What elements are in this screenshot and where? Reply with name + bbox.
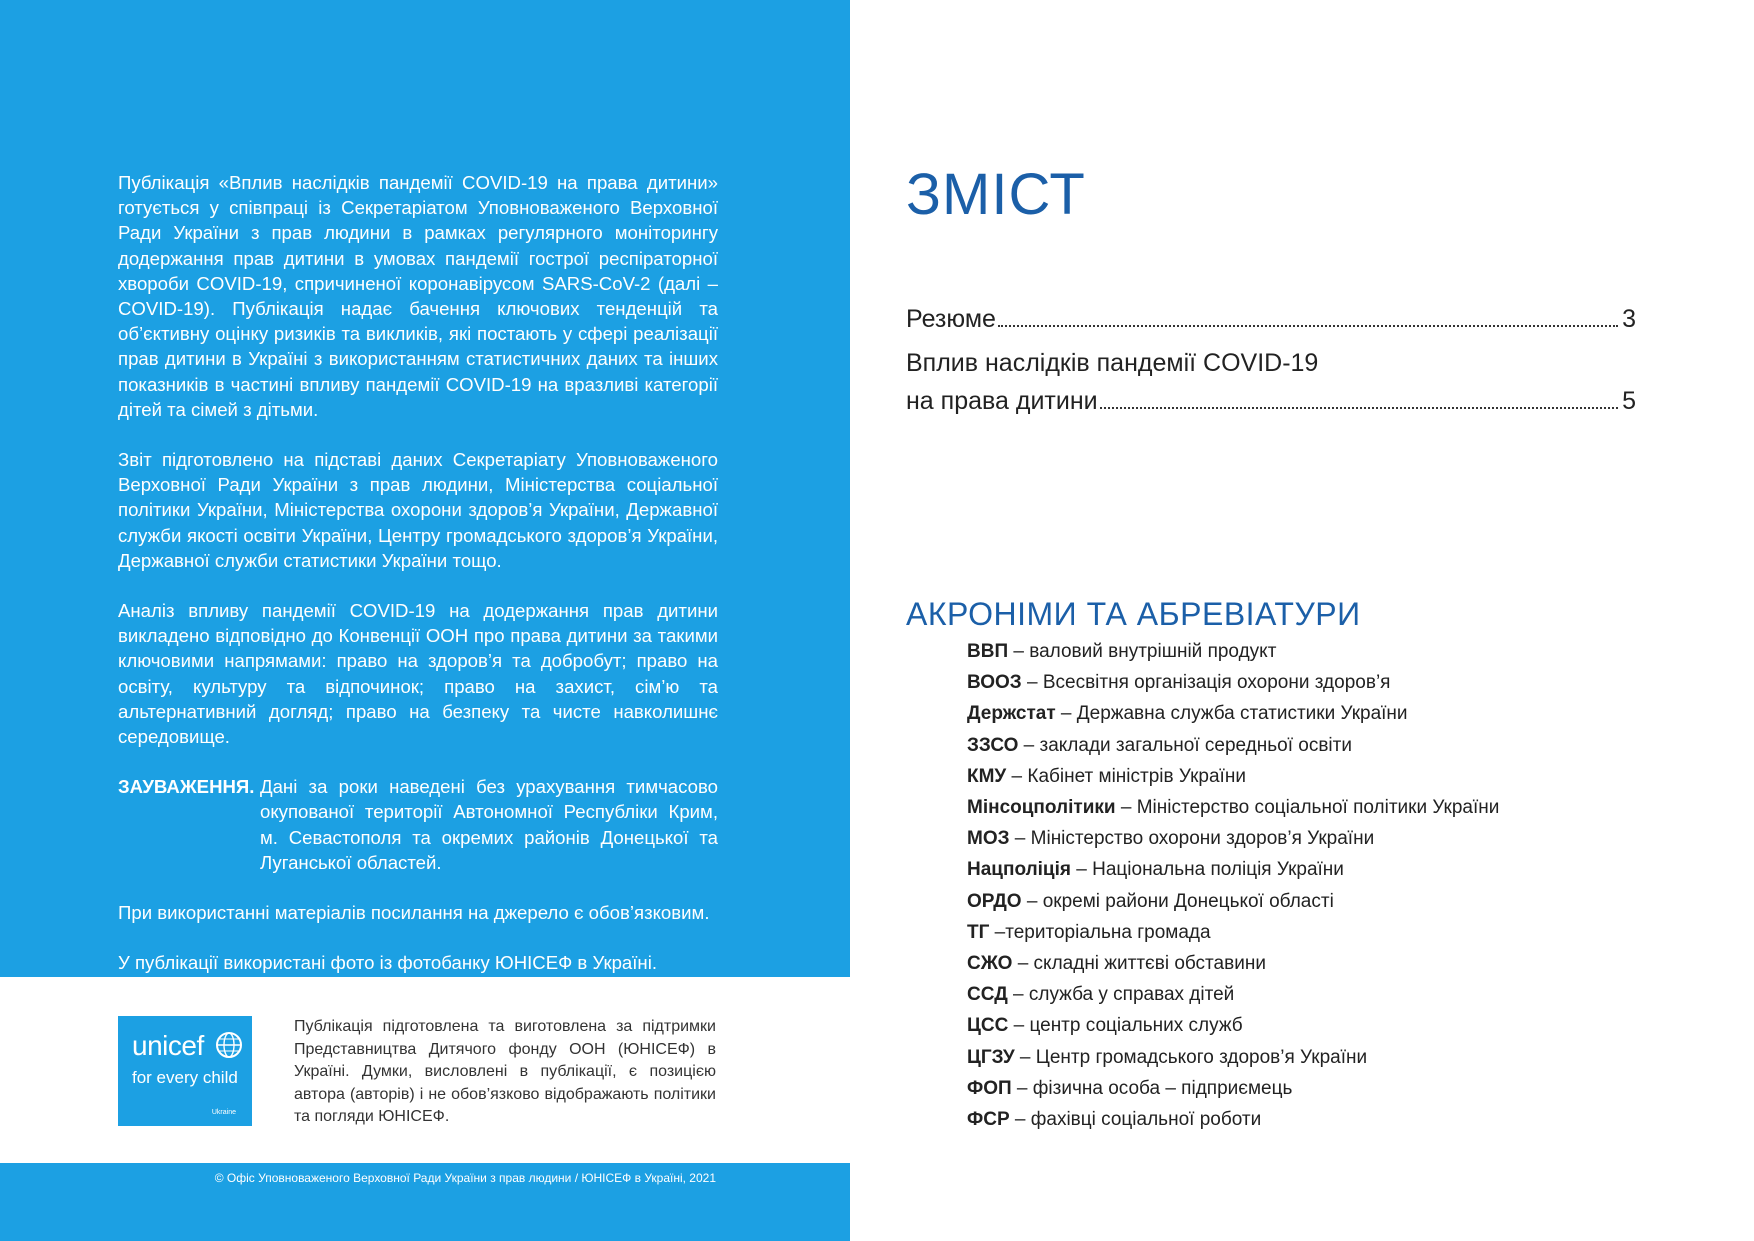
acronym-item [967, 823, 1667, 854]
acronyms-list [967, 636, 1667, 1135]
acronym-item [967, 1073, 1667, 1104]
acronym-abbr: ВВП [967, 641, 1009, 662]
acronym-item [967, 792, 1667, 823]
acronym-desc: валовий внутрішній продукт [1029, 641, 1277, 662]
acronym-desc: заклади загальної середньої освіти [1039, 734, 1352, 756]
acronym-desc: Всесвітня організація охорони здоров’я [1042, 672, 1391, 694]
acronym-desc: складні життєві обставини [1033, 953, 1266, 975]
note-block [118, 774, 718, 875]
acronym-item [967, 1042, 1667, 1073]
globe-emblem-icon [214, 1030, 244, 1060]
note-text: Дані за роки наведені без урахування тимчасово окупованої території Автономної Республіки Крим, м. Севастополя та окремих районів Донецької та Луганської областей. [260, 776, 718, 873]
acronym-sep: – [1055, 703, 1077, 725]
acronym-abbr: ЗЗСО [967, 734, 1019, 756]
acronym-sep: – [1006, 765, 1028, 787]
intro-paragraph: Аналіз впливу пандемії COVID-19 на додержання прав дитини викладено відповідно до Конвенції ООН про права дитини за такими ключовими напрямами: право на здоров’я та добробут; право на освіту, культуру та відпочинок; право на захист, сім’ю та альтернативний догляд; право на безпеку та чисте навколишнє середовище. [118, 600, 718, 748]
citation-text: При використанні матеріалів посилання на джерело є обов’язковим. [118, 902, 710, 924]
acronym-sep: – [989, 921, 1006, 943]
acronym-desc: територіальна громада [1005, 921, 1211, 943]
acronym-abbr: ФОП [967, 1077, 1012, 1099]
acronym-item [967, 854, 1667, 885]
acronym-sep: – [1008, 1015, 1030, 1037]
acronym-desc: служба у справах дітей [1028, 984, 1235, 1006]
acronym-sep: – [1014, 1046, 1036, 1068]
toc-entry-page: 5 [1622, 387, 1636, 415]
unicef-logo [118, 1016, 252, 1126]
photos-credit: У публікації використані фото із фотобанку ЮНІСЕФ в Україні. [118, 952, 657, 974]
acronym-item [967, 1010, 1667, 1041]
acronym-desc: Міністерство соціальної політики України [1136, 797, 1500, 819]
intro-text-block [118, 170, 718, 1000]
acronym-abbr: СЖО [967, 953, 1013, 975]
toc-entry[interactable] [906, 300, 1636, 338]
intro-paragraph: Публікація «Вплив наслідків пандемії COVID-19 на права дитини» готується у співпраці із Секретаріатом Уповноваженого Верховної Ради України з прав людини в рамках регулярного моніторингу додержання прав дитини в умовах пандемії гострої респіраторної хвороби COVID-19, спричиненої коронавірусом SARS-CoV-2 (далі – COVID-19). Публікація надає бачення ключових тенденцій та об’єктивну оцінку ризиків та викликів, які постають у сфері реалізації прав дитини в Україні з використанням статистичних даних та інших показників в частині впливу пандемії COVID-19 на вразливі категорії дітей та сімей з дітьми. [118, 172, 718, 420]
logo-tagline: for every child [132, 1068, 238, 1087]
acronym-desc: окремі райони Донецької області [1042, 890, 1334, 912]
acronym-abbr: ССД [967, 984, 1008, 1006]
toc-entry-page: 3 [1622, 305, 1636, 333]
logo-country: Ukraine [211, 1109, 236, 1116]
acronym-sep: – [1009, 828, 1031, 850]
acronym-desc: Кабінет міністрів України [1027, 765, 1246, 787]
acronym-item [967, 730, 1667, 761]
acronym-sep: – [1008, 641, 1030, 662]
acronym-sep: – [1021, 672, 1043, 694]
toc-entry[interactable] [906, 344, 1636, 420]
disclaimer-text: Публікація підготовлена та виготовлена за підтримки Представництва Дитячого фонду ООН (ЮНІСЕФ) в Україні. Думки, висловлені в публікації, є позицією автора (авторів) і не обов’язково відображають політики та погляди ЮНІСЕФ. [294, 1018, 716, 1125]
acronym-item [967, 917, 1667, 948]
acronym-item [967, 886, 1667, 917]
toc-entry-label: Вплив наслідків пандемії COVID-19 [906, 349, 1319, 377]
acronym-desc: фізична особа – підприємець [1032, 1077, 1293, 1099]
acronym-sep: – [1070, 859, 1093, 881]
acronym-abbr: КМУ [967, 765, 1007, 787]
acronym-sep: – [1009, 1109, 1031, 1131]
toc-leader-dots [998, 324, 1618, 327]
acronym-item [967, 761, 1667, 792]
acronym-item [967, 948, 1667, 979]
acronym-desc: Національна поліція України [1092, 859, 1344, 881]
toc-entry-label: Резюме [906, 305, 996, 333]
acronym-sep: – [1007, 984, 1029, 1006]
acronym-abbr: ЦСС [967, 1015, 1009, 1037]
acronyms-title: АКРОНІМИ ТА АБРЕВІАТУРИ [906, 596, 1361, 632]
acronym-sep: – [1018, 734, 1040, 756]
table-of-contents [906, 300, 1636, 420]
acronym-abbr: ТГ [967, 921, 990, 943]
acronym-item [967, 636, 1667, 667]
acronym-abbr: МОЗ [967, 828, 1010, 850]
acronym-item [967, 698, 1667, 729]
copyright-text: © Офіс Уповноваженого Верховної Ради України з прав людини / ЮНІСЕФ в Україні, 2021 [214, 1171, 716, 1185]
acronym-sep: – [1115, 797, 1137, 819]
acronym-abbr: Держстат [967, 703, 1056, 725]
acronym-desc: Державна служба статистики України [1076, 703, 1408, 725]
logo-wordmark: unicef [132, 1030, 204, 1061]
acronym-abbr: ОРДО [967, 890, 1022, 912]
acronym-item [967, 1104, 1667, 1135]
toc-leader-dots [1100, 406, 1619, 409]
acronym-abbr: Нацполіція [967, 859, 1071, 881]
toc-entry-label-cont: на права дитини [906, 387, 1098, 415]
acronym-abbr: ЦГЗУ [967, 1046, 1015, 1068]
acronym-item [967, 667, 1667, 698]
acronym-abbr: Мінсоцполітики [967, 797, 1116, 819]
intro-paragraph: Звіт підготовлено на підставі даних Секретаріату Уповноваженого Верховної Ради України з прав людини, Міністерства соціальної політики України, Міністерства охорони здоров’я України, Державної служби якості освіти України, Центру громадського здоров’я України, Державної служби статистики України тощо. [118, 449, 718, 571]
acronym-desc: Центр громадського здоров’я України [1035, 1046, 1368, 1068]
acronym-item [967, 979, 1667, 1010]
acronym-abbr: ВООЗ [967, 672, 1022, 694]
acronym-desc: центр соціальних служб [1029, 1015, 1243, 1037]
acronym-sep: – [1012, 953, 1034, 975]
acronym-desc: Міністерство охорони здоров’я України [1030, 828, 1375, 850]
acronym-sep: – [1011, 1077, 1033, 1099]
acronym-desc: фахівці соціальної роботи [1030, 1109, 1262, 1131]
note-label: ЗАУВАЖЕННЯ. [118, 776, 255, 798]
toc-title: ЗМІСТ [906, 162, 1086, 227]
acronym-abbr: ФСР [967, 1109, 1010, 1131]
acronym-sep: – [1021, 890, 1043, 912]
